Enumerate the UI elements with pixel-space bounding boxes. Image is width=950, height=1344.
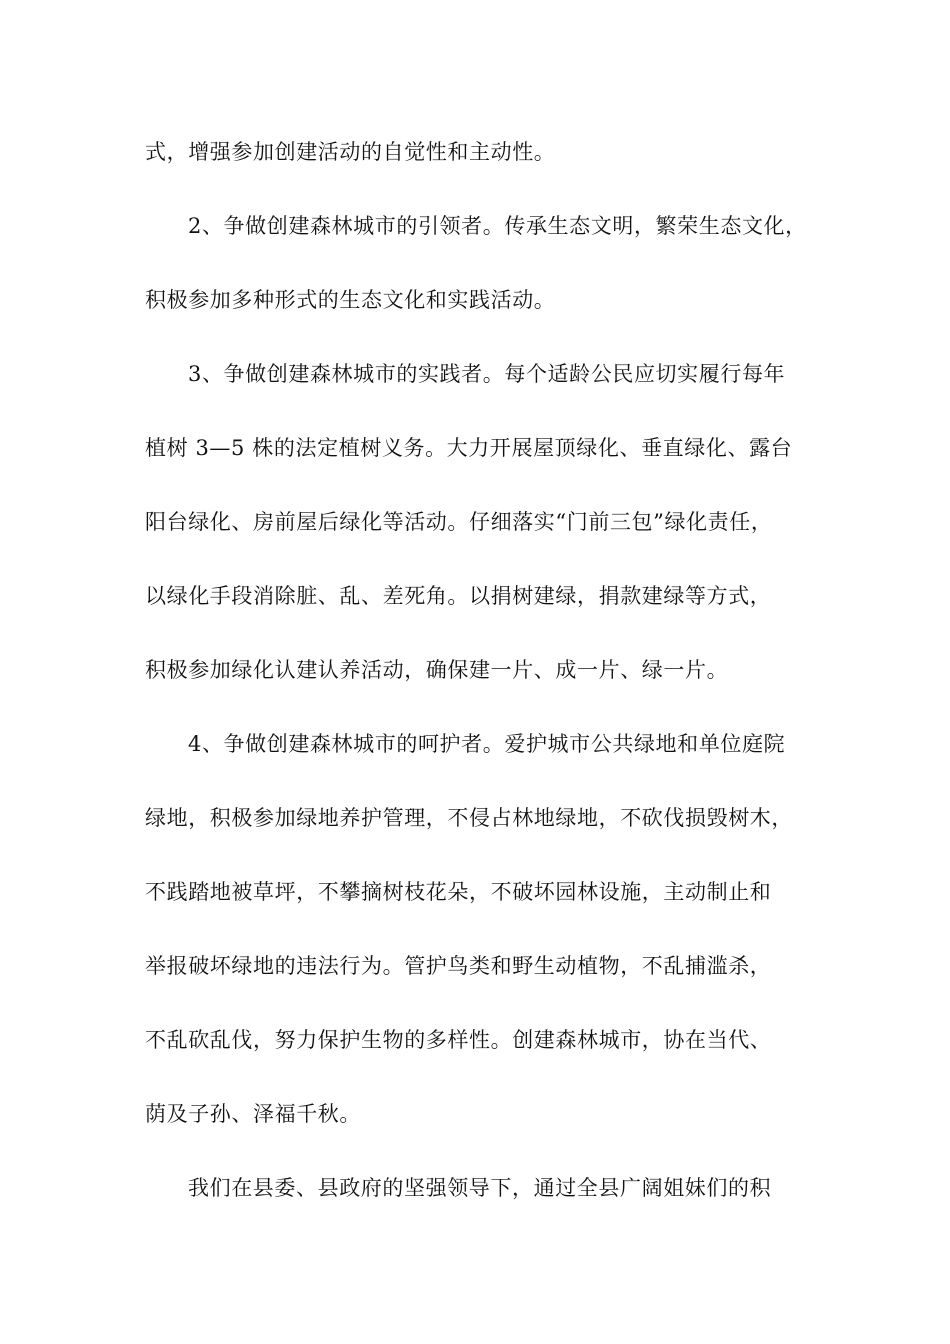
text-line: 以绿化手段消除脏、乱、差死角。以捐树建绿，捐款建绿等方式，: [145, 584, 772, 608]
paragraph-5-line-1: 我们在县委、县政府的坚强领导下，通过全县广阔姐妹们的积: [188, 1176, 772, 1200]
text-line: 阳台绿化、房前屋后绿化等活动。仔细落实“门前三包”绿化责任，: [145, 510, 773, 534]
text-line: 不践踏地被草坪，不攀摘树枝花朵，不破坏园林设施，主动制止和: [145, 880, 772, 904]
text-line: 举报破坏绿地的违法行为。管护鸟类和野生动植物，不乱捕滥杀，: [145, 954, 772, 978]
text-line: 荫及子孙、泽福千秋。: [145, 1102, 361, 1126]
paragraph-2-line-1: 2、争做创建森林城市的引领者。传承生态文明，繁荣生态文化，: [188, 214, 807, 238]
text-line: 式，增强参加创建活动的自觉性和主动性。: [145, 140, 556, 164]
paragraph-4-line-1: 4、争做创建森林城市的呵护者。爱护城市公共绿地和单位庭院: [188, 732, 786, 756]
text-line: 植树 3—5 株的法定植树义务。大力开展屋顶绿化、垂直绿化、露台: [145, 436, 793, 460]
text-line: 积极参加多种形式的生态文化和实践活动。: [145, 288, 556, 312]
text-line: 不乱砍乱伐，努力保护生物的多样性。创建森林城市，协在当代、: [145, 1028, 772, 1052]
text-line: 绿地，积极参加绿地养护管理，不侵占林地绿地，不砍伐损毁树木，: [145, 806, 793, 830]
text-line: 积极参加绿化认建认养活动，确保建一片、成一片、绿一片。: [145, 658, 729, 682]
paragraph-3-line-1: 3、争做创建森林城市的实践者。每个适龄公民应切实履行每年: [188, 362, 786, 386]
